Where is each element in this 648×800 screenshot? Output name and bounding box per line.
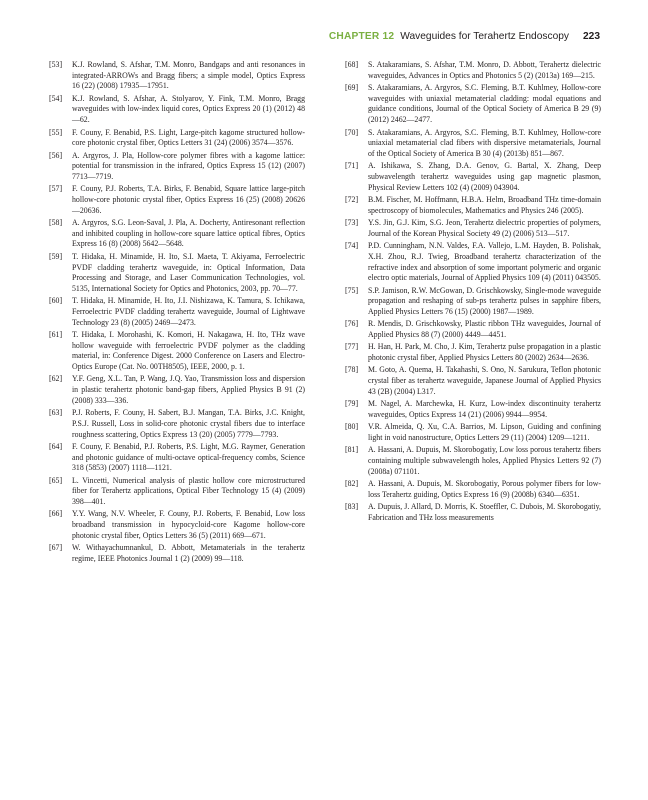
reference-entry (49, 374, 305, 406)
reference-number: [64] (49, 441, 63, 451)
reference-text: W. Withayachumnankul, D. Abbott, Metamaterials in the terahertz regime, IEEE Photonics Journal 1 (2) (2009) 99—118. (72, 543, 305, 563)
reference-entry (49, 94, 305, 126)
reference-number: [77] (345, 342, 359, 352)
reference-entry (49, 184, 305, 216)
reference-text: Y.Y. Wang, N.V. Wheeler, F. Couny, P.J. Roberts, F. Benabid, Low loss broadband transmission in hypocycloid-core Kagome hollow-core photonic crystal fiber, Optics Letters 36 (5) (2011) 669—671. (72, 509, 305, 540)
reference-number: [74] (345, 241, 359, 251)
reference-number: [76] (345, 319, 359, 329)
reference-text: T. Hidaka, I. Morohashi, K. Komori, H. Nakagawa, H. Ito, THz wave hollow waveguide with ferroelectric PVDF polymer as the cladding material, in: Conference Digest. 2000 Conference on Lasers and Electro-Optics Europe (Cat. No. 00TH8505), IEEE, 2000, p. 1. (72, 330, 305, 372)
reference-entry (345, 502, 601, 523)
reference-entry (49, 442, 305, 474)
reference-entry (345, 479, 601, 500)
reference-text: T. Hidaka, H. Minamide, H. Ito, J.I. Nishizawa, K. Tamura, S. Ichikawa, Ferroelectric PVDF cladding terahertz waveguide, Journal of Lightwave Technology 23 (8) (2005) 2469—2473. (72, 296, 305, 327)
reference-text: V.R. Almeida, Q. Xu, C.A. Barrios, M. Lipson, Guiding and confining light in void nanostructure, Optics Letters 29 (11) (2004) 1209—1211. (368, 422, 601, 442)
reference-text: P.J. Roberts, F. Couny, H. Sabert, B.J. Mangan, T.A. Birks, J.C. Knight, P.S.J. Russell, Loss in solid-core photonic crystal fibers due to interface roughness scattering, Optics Express 13 (20) (2005) 7779—7793. (72, 408, 305, 439)
reference-entry (345, 365, 601, 397)
running-header (0, 31, 600, 42)
reference-number: [56] (49, 150, 63, 160)
reference-number: [59] (49, 251, 63, 261)
reference-number: [66] (49, 509, 63, 519)
page-number: 223 (583, 31, 600, 42)
reference-number: [68] (345, 60, 359, 69)
reference-text: Y.F. Geng, X.L. Tan, P. Wang, J.Q. Yao, Transmission loss and dispersion in plastic terahertz photonic band-gap fibers, Applied Physics B 91 (2) (2008) 333—336. (72, 374, 305, 405)
reference-entry (345, 342, 601, 363)
reference-entry (345, 60, 601, 81)
reference-number: [55] (49, 127, 63, 137)
chapter-title: Waveguides for Terahertz Endoscopy (400, 31, 569, 42)
reference-number: [57] (49, 184, 63, 194)
reference-text: H. Han, H. Park, M. Cho, J. Kim, Terahertz pulse propagation in a plastic photonic crystal fiber, Applied Physics Letters 80 (2002) 2634—2636. (368, 342, 601, 363)
reference-entry (345, 399, 601, 420)
reference-number: [83] (345, 501, 359, 511)
reference-entry (345, 195, 601, 216)
reference-entry (49, 476, 305, 508)
reference-entry (345, 218, 601, 239)
reference-text: S. Atakaramians, A. Argyros, S.C. Fleming, B.T. Kuhlmey, Hollow-core waveguides with uniaxial metamaterial cladding: modal equations and guidance conditions, Journal of the Optical Society of America B 29 (9) (2012) 2462—2477. (368, 83, 601, 125)
reference-entry (49, 252, 305, 295)
reference-text: A. Dupuis, J. Allard, D. Morris, K. Stoeffler, C. Dubois, M. Skorobogatiy, Fabrication and THz loss measurements (368, 501, 601, 522)
reference-text: A. Argyros, S.G. Leon-Saval, J. Pla, A. Docherty, Antiresonant reflection and inhibited coupling in hollow-core square lattice optical fibres, Optics Express 16 (8) (2008) 5642—5648. (72, 218, 305, 249)
reference-entry (49, 543, 305, 564)
reference-text: S.P. Jamison, R.W. McGowan, D. Grischkowsky, Single-mode waveguide propagation and reshaping of sub-ps terahertz pulses in sapphire fibers, Applied Physics Letters 76 (15) (2000) 1987—1989. (368, 285, 601, 316)
reference-number: [53] (49, 60, 63, 69)
reference-number: [63] (49, 408, 63, 418)
reference-number: [71] (345, 161, 359, 171)
reference-text: P.D. Cunningham, N.N. Valdes, F.A. Vallejo, L.M. Hayden, B. Polishak, X.H. Zhou, R.J. Twieg, Broadband terahertz characterization of the refractive index and absorption of some important polymeric and organic electro optic materials, Journal of Applied Physics 109 (4) (2011) 043505. (368, 241, 601, 283)
reference-text: K.J. Rowland, S. Afshar, T.M. Monro, Bandgaps and anti resonances in integrated-ARROWs and Bragg fibers; a simple model, Optics Express 16 (22) (2008) 17935—17951. (72, 60, 305, 91)
reference-text: B.M. Fischer, M. Hoffmann, H.B.A. Helm, Broadband THz time-domain spectroscopy of biomolecules, Mathematics and Physics 246 (2005). (368, 195, 601, 215)
reference-entry (49, 296, 305, 328)
reference-text: R. Mendis, D. Grischkowsky, Plastic ribbon THz waveguides, Journal of Applied Physics 88 (7) (2000) 4449—4451. (368, 319, 601, 339)
reference-number: [62] (49, 374, 63, 384)
reference-number: [65] (49, 475, 63, 485)
reference-number: [80] (345, 422, 359, 432)
references-left-column (49, 60, 305, 566)
reference-entry (345, 319, 601, 340)
reference-text: T. Hidaka, H. Minamide, H. Ito, S.I. Maeta, T. Akiyama, Ferroelectric PVDF cladding terahertz waveguide, in: Optical Information, Data Processing and Storage, and Laser Communication Technologies, vol. 5135, International Society for Optics and Photonics, 2003, pp. 70—77. (72, 251, 305, 293)
reference-text: A. Argyros, J. Pla, Hollow-core polymer fibres with a kagome lattice: potential for transmission in the infrared, Optics Express 15 (12) (2007) 7713—7719. (72, 150, 305, 181)
reference-text: S. Atakaramians, S. Afshar, T.M. Monro, D. Abbott, Terahertz dielectric waveguides, Advances in Optics and Photonics 5 (2) (2013a) 169—215. (368, 60, 601, 80)
reference-entry (49, 330, 305, 373)
reference-number: [54] (49, 93, 63, 103)
reference-number: [72] (345, 195, 359, 204)
reference-text: M. Goto, A. Quema, H. Takahashi, S. Ono, N. Sarukura, Teflon photonic crystal fiber as terahertz waveguide, Japanese Journal of Applied Physics 43 (2B) (2004) L317. (368, 365, 601, 396)
reference-text: S. Atakaramians, A. Argyros, S.C. Fleming, B.T. Kuhlmey, Hollow-core uniaxial metamaterial clad fibers with dispersive metamaterials, Journal of the Optical Society of America B 30 (4) (2013b) 851—867. (368, 127, 601, 158)
reference-number: [69] (345, 83, 359, 93)
chapter-label: CHAPTER 12 (328, 31, 395, 42)
reference-number: [58] (49, 218, 63, 228)
reference-text: A. Hassani, A. Dupuis, M. Skorobogatiy, Low loss porous terahertz fibers containing multiple subwavelength holes, Applied Physics Letters 92 (7) (2008a) 071101. (368, 445, 601, 476)
reference-text: F. Couny, F. Benabid, P.S. Light, Large-pitch kagome structured hollow-core photonic crystal fiber, Optics Letters 31 (24) (2006) 3574—3576. (72, 127, 305, 148)
reference-number: [60] (49, 296, 63, 306)
reference-entry (345, 445, 601, 477)
reference-text: A. Hassani, A. Dupuis, M. Skorobogatiy, Porous polymer fibers for low-loss Terahertz guiding, Optics Express 16 (9) (2008b) 6340—6351. (368, 478, 601, 499)
reference-entry (49, 218, 305, 250)
reference-text: K.J. Rowland, S. Afshar, A. Stolyarov, Y. Fink, T.M. Monro, Bragg waveguides with low-index liquid cores, Optics Express 20 (1) (2012) 48—62. (72, 93, 305, 125)
reference-entry (345, 128, 601, 160)
reference-number: [70] (345, 127, 359, 137)
reference-number: [78] (345, 365, 359, 375)
reference-number: [67] (49, 543, 63, 553)
reference-text: Y.S. Jin, G.J. Kim, S.G. Jeon, Terahertz dielectric properties of polymers, Journal of the Korean Physical Society 49 (2) (2006) 513—517. (368, 218, 601, 238)
reference-entry (345, 286, 601, 318)
reference-entry (49, 408, 305, 440)
reference-text: L. Vincetti, Numerical analysis of plastic hollow core microstructured fiber for Terahertz applications, Optical Fiber Technology 15 (4) (2009) 398—401. (72, 475, 305, 507)
reference-number: [81] (345, 445, 359, 455)
reference-entry (49, 60, 305, 92)
reference-number: [82] (345, 478, 359, 488)
reference-entry (49, 151, 305, 183)
reference-entry (49, 509, 305, 541)
reference-number: [61] (49, 330, 63, 339)
reference-entry (345, 83, 601, 126)
reference-entry (49, 128, 305, 149)
reference-entry (345, 422, 601, 443)
reference-entry (345, 161, 601, 193)
reference-number: [75] (345, 285, 359, 295)
reference-text: F. Couny, F. Benabid, P.J. Roberts, P.S. Light, M.G. Raymer, Generation and photonic guidance of multi-octave optical-frequency combs, Science 318 (5853) (2007) 1118—1121. (72, 441, 305, 473)
reference-entry (345, 241, 601, 284)
reference-text: A. Ishikawa, S. Zhang, D.A. Genov, G. Bartal, X. Zhang, Deep subwavelength terahertz waveguides using gap magnetic plasmon, Physical Review Letters 102 (4) (2009) 043904. (368, 161, 601, 192)
references-right-column (345, 60, 601, 525)
reference-number: [73] (345, 218, 359, 228)
reference-text: M. Nagel, A. Marchewka, H. Kurz, Low-index discontinuity terahertz waveguides, Optics Express 14 (21) (2006) 9944—9954. (368, 399, 601, 419)
reference-text: F. Couny, P.J. Roberts, T.A. Birks, F. Benabid, Square lattice large-pitch hollow-core photonic crystal fiber, Optics Express 16 (25) (2008) 20626—20636. (72, 184, 305, 215)
reference-number: [79] (345, 399, 359, 409)
